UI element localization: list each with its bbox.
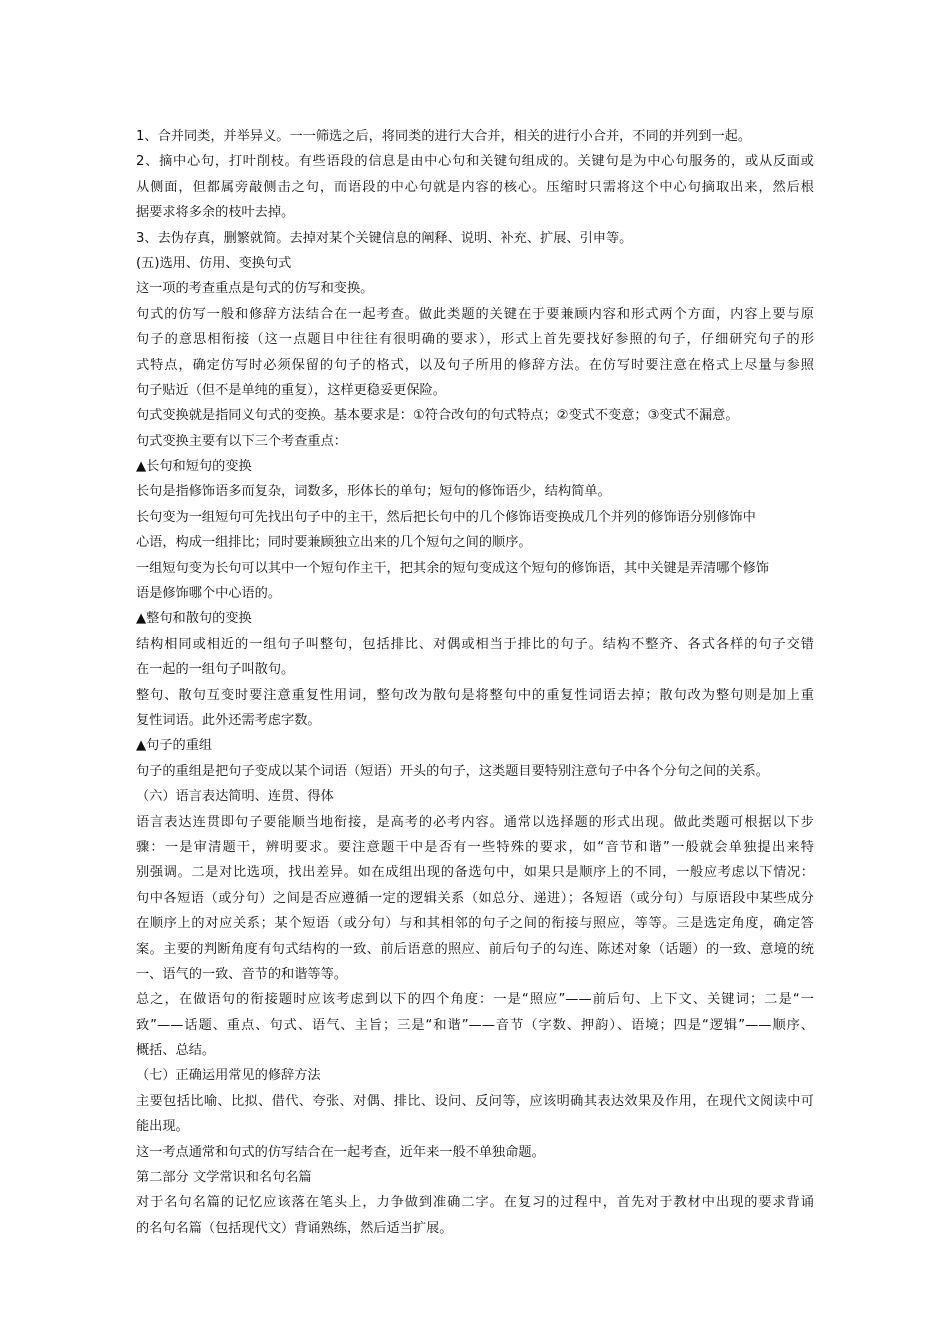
text-line: 案。主要的判断角度有句式结构的一致、前后语意的照应、前后句子的勾连、陈述对象（话题）的一致、意境的统 <box>136 941 814 957</box>
text-line: （六）语言表达简明、连贯、得体 <box>136 789 334 805</box>
text-line: 第二部分 文学常识和名句名篇 <box>136 1170 312 1186</box>
text-line: 结构相同或相近的一组句子叫整句，包括排比、对偶或相当于排比的句子。结构不整齐、各式各样的句子交错 <box>136 636 814 652</box>
text-line: 2、摘中心句，打叶削枝。有些语段的信息是由中心句和关键句组成的。关键句是为中心句服务的，或从反面或 <box>136 154 814 170</box>
text-line: 长句是指修饰语多而复杂，词数多，形体长的单句；短句的修饰语少，结构简单。 <box>136 484 611 500</box>
text-line: 语是修饰哪个中心语的。 <box>136 586 282 602</box>
text-line: 别强调。二是对比选项，找出差异。如在成组出现的备选句中，如果只是顺序上的不同，一般应考虑以下情况： <box>136 865 814 881</box>
text-line: 对于名句名篇的记忆应该落在笔头上，力争做到准确二字。在复习的过程中，首先对于教材中出现的要求背诵 <box>136 1195 814 1211</box>
text-line: 这一考点通常和句式的仿写结合在一起考查，近年来一般不单独命题。 <box>136 1144 545 1160</box>
text-line: 概括、总结。 <box>136 1043 216 1059</box>
text-line: 句式变换主要有以下三个考查重点： <box>136 433 347 449</box>
text-line: （七）正确运用常见的修辞方法 <box>136 1068 321 1084</box>
text-line: 整句、散句互变时要注意重复性用词，整句改为散句是将整句中的重复性词语去掉；散句改为整句则是加上重 <box>136 687 814 703</box>
text-line: 句子的重组是把句子变成以某个词语（短语）开头的句子，这类题目要特别注意句子中各个分句之间的关系。 <box>136 763 769 779</box>
text-line: 在一起的一组句子叫散句。 <box>136 662 295 678</box>
text-line: 心语，构成一组排比；同时要兼顾独立出来的几个短句之间的顺序。 <box>136 535 532 551</box>
text-line: (五)选用、仿用、变换句式 <box>136 255 292 271</box>
document-body <box>136 124 814 1241</box>
text-line: 致”——话题、重点、句式、语气、主旨；三是“和谐”——音节（字数、押韵）、语境；四是“逻辑”——顺序、 <box>136 1017 814 1033</box>
text-line: 3、去伪存真，删繁就简。去掉对某个关键信息的阐释、说明、补充、扩展、引申等。 <box>136 230 633 246</box>
text-line: 句子贴近（但不是单纯的重复），这样更稳妥更保险。 <box>136 382 446 398</box>
text-line: 式特点，确定仿写时必须保留的句子的格式，以及句子所用的修辞方法。在仿写时要注意在格式上尽量与参照 <box>136 357 814 373</box>
text-line: 句式的仿写一般和修辞方法结合在一起考查。做此类题的关键在于要兼顾内容和形式两个方面，内容上要与原 <box>136 306 814 322</box>
text-line: 能出现。 <box>136 1119 189 1135</box>
text-line: ▲整句和散句的变换 <box>136 611 252 627</box>
text-line: 在顺序上的对应关系；某个短语（或分句）与和其相邻的句子之间的衔接与照应，等等。三是选定角度，确定答 <box>136 916 814 932</box>
text-line: 语言表达连贯即句子要能顺当地衔接，是高考的必考内容。通常以选择题的形式出现。做此类题可根据以下步 <box>136 814 814 830</box>
text-line: ▲句子的重组 <box>136 738 213 754</box>
text-line: 总之，在做语句的衔接题时应该考虑到以下的四个角度：一是“照应”——前后句、上下文、关键词；二是“一 <box>136 992 814 1008</box>
text-line: 句子的意思相衔接（这一点题目中往往有很明确的要求），形式上首先要找好参照的句子，仔细研究句子的形 <box>136 332 814 348</box>
text-line: 长句变为一组短句可先找出句子中的主干，然后把长句中的几个修饰语变换成几个并列的修饰语分别修饰中 <box>136 509 756 525</box>
text-line: 一组短句变为长句可以其中一个短句作主干，把其余的短句变成这个短句的修饰语，其中关键是弄清哪个修饰 <box>136 560 769 576</box>
text-line: 的名句名篇（包括现代文）背诵熟练，然后适当扩展。 <box>136 1220 453 1236</box>
text-line: 句中各短语（或分句）之间是否应遵循一定的逻辑关系（如总分、递进）；各短语（或分句）与原语段中某些成分 <box>136 890 814 906</box>
text-line: 这一项的考查重点是句式的仿写和变换。 <box>136 281 374 297</box>
text-line: 据要求将多余的枝叶去掉。 <box>136 205 295 221</box>
text-line: 1、合并同类，并举异义。一一筛选之后，将同类的进行大合并，相关的进行小合并，不同的并列到一起。 <box>136 129 752 144</box>
text-line: 句式变换就是指同义句式的变换。基本要求是：①符合改句的句式特点；②变式不变意；③变式不漏意。 <box>136 408 739 424</box>
text-line: 主要包括比喻、比拟、借代、夸张、对偶、排比、设问、反问等，应该明确其表达效果及作用，在现代文阅读中可 <box>136 1093 814 1109</box>
text-line: ▲长句和短句的变换 <box>136 459 252 475</box>
text-line: 骤：一是审清题干，辨明要求。要注意题干中是否有一些特殊的要求，如“音节和谐”一般就会单独提出来特 <box>136 839 814 855</box>
text-line: 复性词语。此外还需考虑字数。 <box>136 712 321 728</box>
text-line: 一、语气的一致、音节的和谐等等。 <box>136 966 347 982</box>
text-line: 从侧面，但都属旁敲侧击之句，而语段的中心句就是内容的核心。压缩时只需将这个中心句摘取出来，然后根 <box>136 179 814 195</box>
